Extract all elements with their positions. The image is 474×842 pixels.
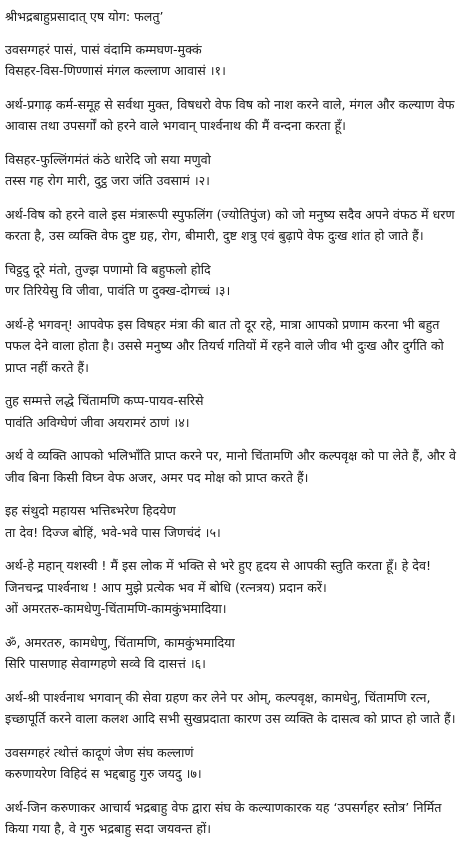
meaning-line: जिनचन्द्र पार्श्वनाथ ! आप मुझे प्रत्येक भव में बोधि (रत्नत्रय) प्रदान करें।: [5, 579, 327, 595]
verse-line: चिट्ठदु दूरे मंतो, तुज्झ पणामो वि बहुफलो होदि: [5, 261, 211, 277]
verse-block: [5, 259, 468, 302]
meaning-block: [5, 314, 468, 379]
verse-line: विसहर-फुल्लिंगमंतं कंठे धारेदि जो सया मणुवो: [5, 151, 211, 167]
page-header: श्रीभद्रबाहुप्रसादात्‌ एष योग: फलतु’: [5, 9, 164, 24]
verse-line: विसहर-विस-णिण्णासं मंगल कल्लाण आवासं ।१।: [5, 63, 226, 78]
verse-block: [5, 149, 468, 192]
verse-line: सिरि पासणाह सेवाग्गहणे सव्वे वि दासत्तं ।६।: [5, 656, 206, 671]
verse-line: पावंति अविग्घेणं जीवा अयरामरं ठाणं ।४।: [5, 414, 190, 430]
meaning-block: [5, 797, 468, 840]
verse-line: णर तिरियेसु वि जीवा, पावंति ण दुक्ख-दोगच्चं ।३।: [5, 283, 231, 298]
meaning-block: [5, 555, 468, 620]
verse-block: [5, 742, 468, 785]
meaning-line: प्राप्त नहीं करते हैं।: [5, 359, 89, 375]
verse-line: उवसग्गहरं त्थोत्तं कादूणं जेण संघ कल्लाणं: [5, 744, 194, 760]
verse-block: [5, 39, 468, 82]
verse-line: तुह सम्मत्ते लद्धे चिंतामणि कप्प-पायव-सरिसे: [5, 393, 204, 408]
meaning-line: अर्थ-श्री पार्श्वनाथ भगवान्‌ की सेवा ग्रहण कर लेने पर ओम्‌, कल्पवृक्ष, कामधेनु, चिंतामणि रत्न,: [5, 689, 431, 705]
meaning-line: जीव बिना किसी विघ्न वेफ अजर, अमर पद मोक्ष को प्राप्त करते हैं।: [5, 469, 309, 485]
verse-line: करुणायरेण विहिदं स भद्दबाहु गुरु जयदु ।७।: [5, 766, 202, 781]
meaning-line: अर्थ-प्रगाढ़ कर्म-समूह से सर्वथा मुक्त, विषधरो वेफ विष को नाश करने वाले, मंगल और कल्याण वेफ: [5, 96, 455, 112]
meaning-line: अर्थ वे व्यक्ति आपको भलिभाँति प्राप्त करने पर, मानो चिंतामणि और कल्पवृक्ष को पा लेते हैं, और वे: [5, 448, 457, 463]
meaning-line: अर्थ-जिन करुणाकर आचार्य भद्रबाहु वेफ द्वारा संघ के कल्याणकारक यह ‘उपसर्गहर स्तोत्र’ निर्मित: [5, 799, 442, 815]
meaning-line: अर्थ-हे महान्‌ यशस्वी ! मैं इस लोक में भक्ति से भरे हुए हृदय से आपकी स्तुति करता हूँ। हे देव!: [5, 558, 432, 573]
verse-line: ता देव! दिज्ज बोहिं, भवे-भवे पास जिणचंदं ।५।: [5, 524, 221, 540]
verse-block: [5, 500, 468, 543]
verse-block: [5, 390, 468, 433]
meaning-block: [5, 204, 468, 247]
verse-block: [5, 632, 468, 675]
verse-line: इह संथुदो महायस भत्तिब्भरेण हिदयेण: [5, 503, 176, 518]
meaning-line: करता है, उस व्यक्ति वेफ दुष्ट ग्रह, रोग, बीमारी, दुष्ट शत्रु एवं बुढ़ापे वेफ दुःख शांत हो जाते हैं।: [5, 228, 424, 243]
stotra-body: [5, 39, 468, 840]
meaning-line: आवास तथा उपसर्गों को हरने वाले भगवान्‌ पार्श्वनाथ की मैं वन्दना करता हूँ।: [5, 118, 346, 133]
meaning-line: ओं अमरतरु-कामधेणु-चिंतामणि-कामकुंभमादिया।: [5, 601, 227, 616]
meaning-line: इच्छापूर्ति करने वाला कलश आदि सभी सुखप्रदाता कारण उस व्यक्ति के दासत्व को प्राप्त हो जाते हैं।: [5, 711, 456, 726]
verse-line: ॐ, अमरतरु, कामधेणु, चिंतामणि, कामकुंभमादिया: [5, 634, 235, 650]
meaning-line: अर्थ-हे भगवन्‌! आपवेफ इस विषहर मंत्रा की बात तो दूर रहे, मात्रा आपको प्रणाम करना भी बहुत: [5, 316, 440, 332]
meaning-line: पफल देने वाला होता है। उससे मनुष्य और तियर्च गतियों में रहने वाले जीव भी दुःख और दुर्गति को: [5, 338, 444, 353]
meaning-block: [5, 94, 468, 137]
verse-line: उवसग्गहरं पासं, पासं वंदामि कम्मघण-मुक्कं: [5, 41, 202, 57]
meaning-line: अर्थ-विष को हरने वाले इस मंत्रारूपी स्पुफलिंग (ज्योतिपुंज) को जो मनुष्य सदैव अपने वंफठ में धरण: [5, 206, 455, 222]
meaning-block: [5, 445, 468, 488]
meaning-block: [5, 687, 468, 730]
verse-line: तस्स गह रोग मारी, दुट्ठ जरा जंति उवसामं ।२।: [5, 173, 210, 188]
meaning-line: किया गया है, वे गुरु भद्रबाहु सदा जयवन्त हों।: [5, 821, 212, 836]
